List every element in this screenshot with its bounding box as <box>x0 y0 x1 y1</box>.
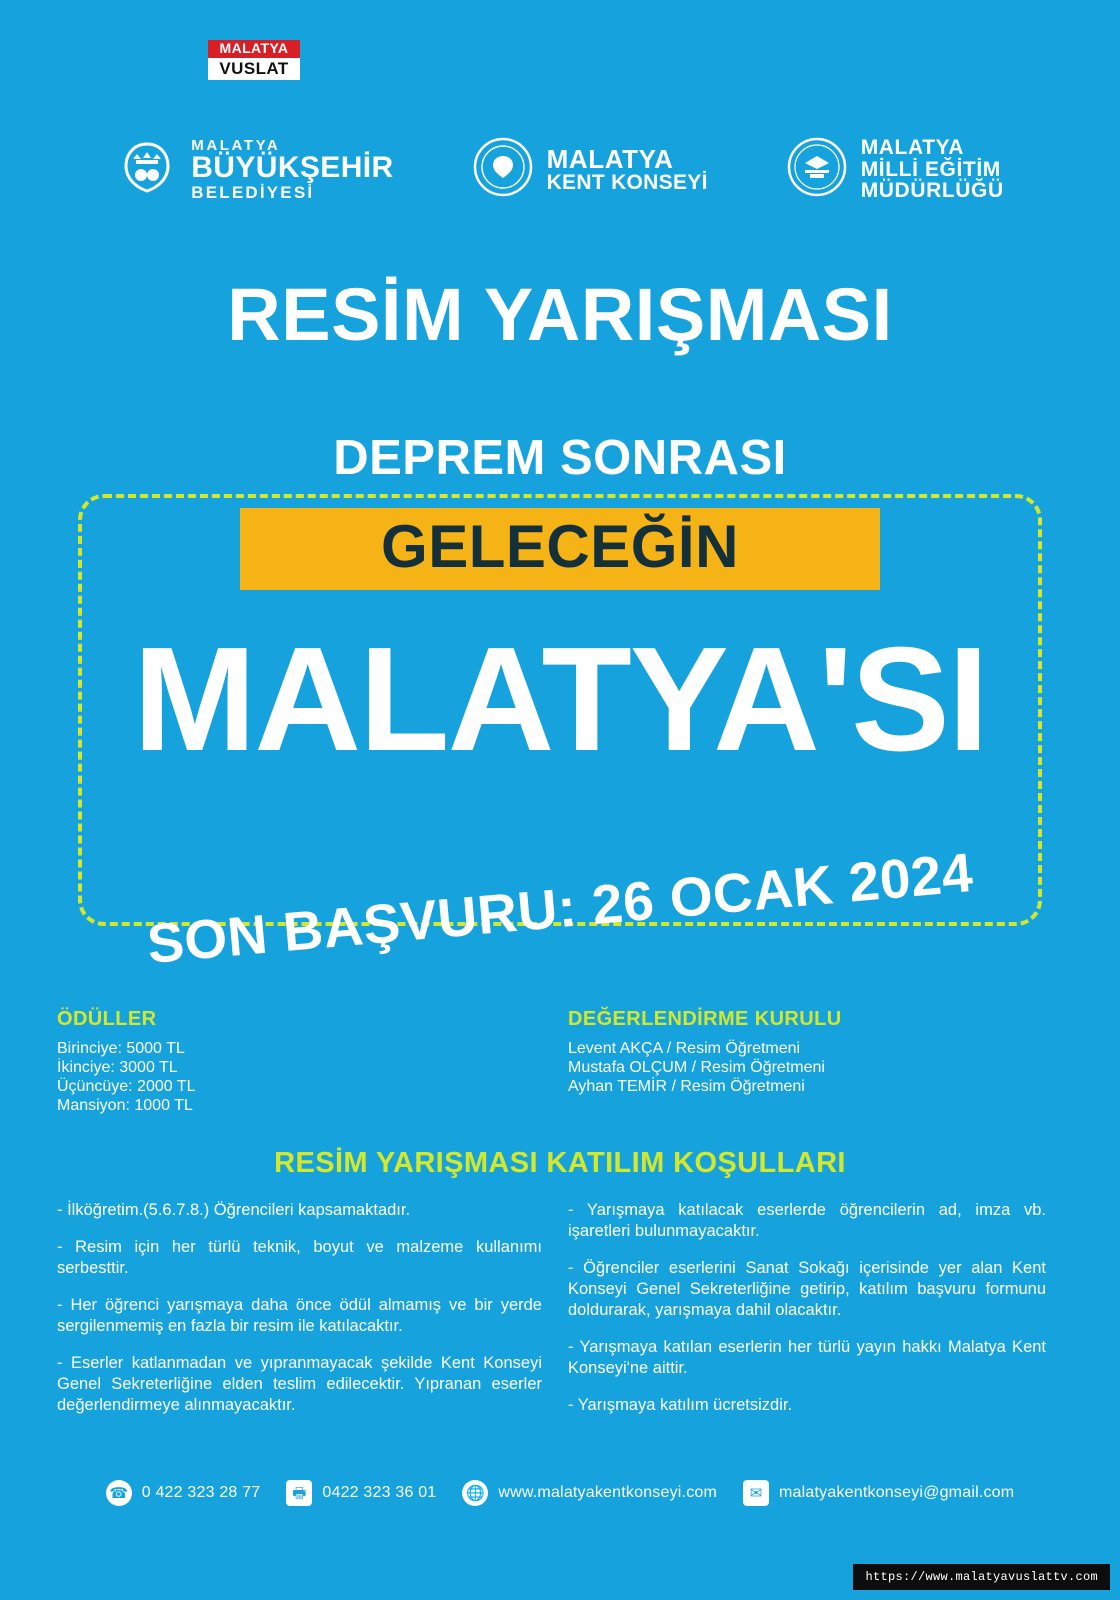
conditions-title: RESİM YARIŞMASI KATILIM KOŞULLARI <box>274 1147 846 1179</box>
awards-item: İkinciye: 3000 TL <box>57 1059 178 1076</box>
awards-item: Üçüncüye: 2000 TL <box>57 1078 196 1095</box>
jury-item: Levent AKÇA / Resim Öğretmeni <box>568 1040 801 1057</box>
contact-web-value[interactable]: www.malatyakentkonseyi.com <box>498 1484 718 1501</box>
logo-3-text <box>861 137 1004 201</box>
contact-email-value[interactable]: malatyakentkonseyi@gmail.com <box>779 1484 1015 1501</box>
highlight-text: GELECEĞİN <box>381 513 739 580</box>
printer-icon: 🖶 <box>286 1480 312 1506</box>
awards-title: ÖDÜLLER <box>57 1008 157 1030</box>
watermark-line-2: VUSLAT <box>208 58 300 80</box>
source-url-badge: https://www.malatyavuslattv.com <box>853 1564 1110 1590</box>
awards-item: Birinciye: 5000 TL <box>57 1040 185 1057</box>
globe-icon: 🌐 <box>462 1480 488 1506</box>
condition-item: - Öğrenciler eserlerini Sanat Sokağı içerisinde yer alan Kent Konseyi Genel Sekreterliğine getirip, katılım başvuru formunu doldurarak, yarışmaya dahil olacaktır. <box>568 1259 1046 1319</box>
condition-item: - Her öğrenci yarışmaya daha önce ödül almamış ve bir yerde sergilenmemiş en fazla bir resim ile katılacaktır. <box>57 1296 542 1335</box>
condition-item: - Eserler katlanmadan ve yıpranmayacak şekilde Kent Konseyi Genel Sekreterliğine elden teslim edilecektir. Yıpranan eserler değerlendirmeye alınmayacaktır. <box>57 1354 542 1414</box>
headline-malatyasi: MALATYA'SI <box>133 617 987 782</box>
logo-malatya-milli-egitim-mudurlugu <box>786 136 1004 203</box>
logo-2-line-1: MALATYA <box>546 143 674 174</box>
awards-column <box>57 1008 477 1115</box>
logo-1-text <box>191 138 393 201</box>
logo-row <box>0 136 1120 203</box>
contact-web[interactable] <box>462 1480 717 1506</box>
milli-egitim-emblem-icon <box>786 136 848 203</box>
subtitle-deprem-sonrasi: DEPREM SONRASI <box>333 431 787 485</box>
conditions-left-column <box>57 1200 542 1432</box>
conditions-right-column <box>568 1200 1046 1432</box>
logo-malatya-buyuksehir-belediyesi <box>116 136 393 203</box>
logo-2-line-2: KENT KONSEYİ <box>546 171 708 195</box>
logo-3-line-1: MALATYA <box>860 136 965 160</box>
logo-1-line-2: BÜYÜKŞEHİR <box>191 151 394 185</box>
kent-konseyi-emblem-icon <box>472 136 534 203</box>
logo-3-line-2: MİLLİ EĞİTİM <box>860 157 1001 181</box>
jury-item: Ayhan TEMİR / Resim Öğretmeni <box>568 1078 805 1095</box>
awards-item: Mansiyon: 1000 TL <box>57 1097 193 1114</box>
phone-icon: ☎ <box>106 1480 132 1506</box>
contact-fax-value: 0422 323 36 01 <box>322 1484 437 1501</box>
deadline-text: SON BAŞVURU: 26 OCAK 2024 <box>144 841 976 975</box>
logo-3-line-3: MÜDÜRLÜĞÜ <box>860 179 1004 203</box>
buyuksehir-emblem-icon <box>116 136 178 203</box>
contact-bar <box>0 1480 1120 1506</box>
watermark-logo <box>208 40 300 80</box>
contact-phone <box>106 1480 261 1506</box>
jury-title: DEĞERLENDİRME KURULU <box>568 1008 842 1030</box>
contact-phone-value: 0 422 323 28 77 <box>141 1484 261 1501</box>
contact-email[interactable] <box>743 1480 1014 1506</box>
condition-item: - İlköğretim.(5.6.7.8.) Öğrencileri kapsamaktadır. <box>57 1201 411 1219</box>
logo-1-line-1: MALATYA <box>191 136 281 154</box>
contact-fax <box>286 1480 436 1506</box>
watermark-line-1: MALATYA <box>208 40 300 58</box>
condition-item: - Yarışmaya katılan eserlerin her türlü yayın hakkı Malatya Kent Konseyi'ne aittir. <box>568 1338 1046 1377</box>
jury-item: Mustafa OLÇUM / Resim Öğretmeni <box>568 1059 825 1076</box>
condition-item: - Yarışmaya katılacak eserlerde öğrencilerin ad, imza vb. işaretleri bulunmayacaktır. <box>568 1201 1046 1240</box>
logo-2-text <box>546 143 708 195</box>
jury-column <box>568 1008 1028 1096</box>
condition-item: - Resim için her türlü teknik, boyut ve malzeme kullanımı serbesttir. <box>57 1238 542 1277</box>
logo-malatya-kent-konseyi <box>472 136 708 203</box>
logo-1-line-3: BELEDİYESİ <box>191 182 315 202</box>
envelope-icon: ✉ <box>743 1480 769 1506</box>
page-title: RESİM YARIŞMASI <box>227 273 893 356</box>
condition-item: - Yarışmaya katılım ücretsizdir. <box>568 1396 793 1414</box>
